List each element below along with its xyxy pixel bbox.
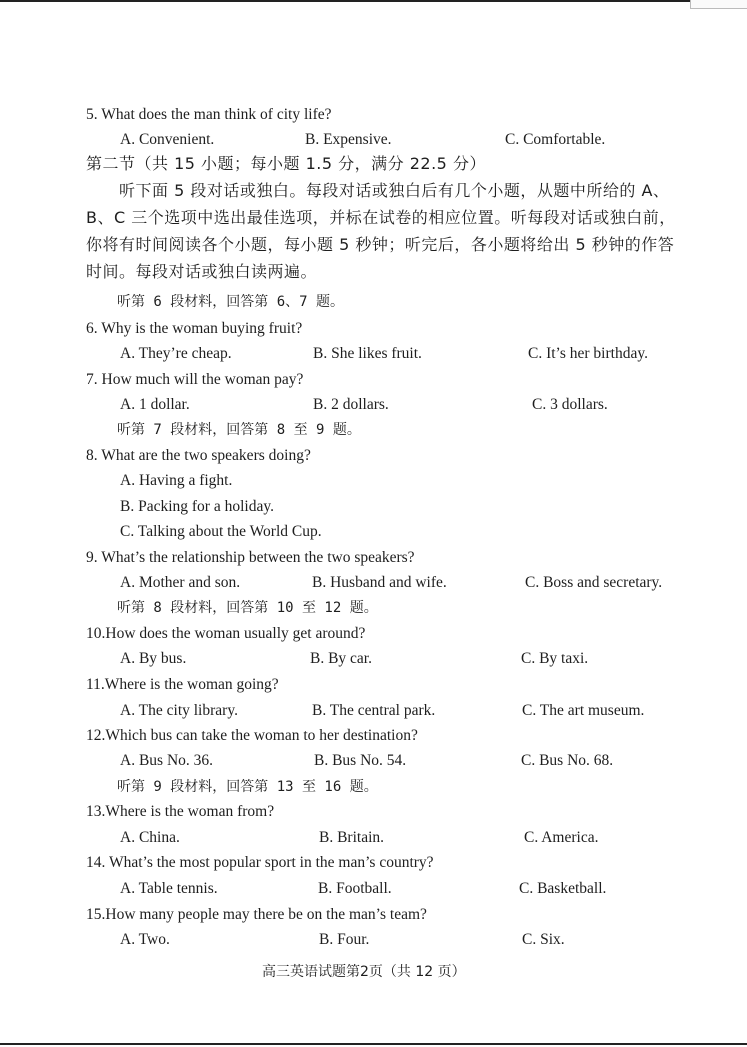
question-10: 10.How does the woman usually get around? xyxy=(86,625,366,642)
q15-option-a: A. Two. xyxy=(120,931,170,948)
q10-option-c: C. By taxi. xyxy=(521,650,589,667)
corner-tab xyxy=(690,0,747,9)
q12-option-b: B. Bus No. 54. xyxy=(314,752,407,769)
q12-option-c: C. Bus No. 68. xyxy=(521,752,614,769)
q14-option-b: B. Football. xyxy=(318,880,392,897)
q7-option-b: B. 2 dollars. xyxy=(313,396,389,413)
q14-option-c: C. Basketball. xyxy=(519,880,607,897)
q8-option-a: A. Having a fight. xyxy=(120,472,233,489)
q9-option-b: B. Husband and wife. xyxy=(312,574,447,591)
question-7: 7. How much will the woman pay? xyxy=(86,371,304,388)
q5-option-c: C. Comfortable. xyxy=(505,131,606,148)
q6-option-b: B. She likes fruit. xyxy=(313,345,422,362)
material-6-note: 听第 6 段材料，回答第 6、7 题。 xyxy=(117,294,345,310)
q10-option-a: A. By bus. xyxy=(120,650,187,667)
section-heading: 第二节（共 15 小题；每小题 1.5 分，满分 22.5 分） xyxy=(86,154,486,173)
q11-option-c: C. The art museum. xyxy=(522,702,645,719)
instruction-line-4: 时间。每段对话或独白读两遍。 xyxy=(86,262,318,281)
q6-option-c: C. It’s her birthday. xyxy=(528,345,648,362)
material-8-note: 听第 8 段材料，回答第 10 至 12 题。 xyxy=(117,600,378,616)
q9-option-c: C. Boss and secretary. xyxy=(525,574,663,591)
q7-option-c: C. 3 dollars. xyxy=(532,396,608,413)
material-9-note: 听第 9 段材料，回答第 13 至 16 题。 xyxy=(117,779,378,795)
question-15: 15.How many people may there be on the man’s team? xyxy=(86,906,427,923)
question-13: 13.Where is the woman from? xyxy=(86,803,275,820)
instruction-line-1: 听下面 5 段对话或独白。每段对话或独白后有几个小题，从题中所给的 A、 xyxy=(119,181,670,200)
instruction-line-3: 你将有时间阅读各个小题，每小题 5 秒钟；听完后，各小题将给出 5 秒钟的作答 xyxy=(86,235,675,254)
instruction-line-2: B、C 三个选项中选出最佳选项，并标在试卷的相应位置。听每段对话或独白前， xyxy=(86,208,676,227)
q8-option-b: B. Packing for a holiday. xyxy=(120,498,274,515)
q15-option-c: C. Six. xyxy=(522,931,565,948)
bottom-border xyxy=(0,1043,747,1045)
q8-option-c: C. Talking about the World Cup. xyxy=(120,523,322,540)
q7-option-a: A. 1 dollar. xyxy=(120,396,190,413)
material-7-note: 听第 7 段材料，回答第 8 至 9 题。 xyxy=(117,422,361,438)
question-8: 8. What are the two speakers doing? xyxy=(86,447,311,464)
q11-option-b: B. The central park. xyxy=(312,702,436,719)
question-5: 5. What does the man think of city life? xyxy=(86,106,332,123)
q12-option-a: A. Bus No. 36. xyxy=(120,752,214,769)
question-11: 11.Where is the woman going? xyxy=(86,676,279,693)
q15-option-b: B. Four. xyxy=(319,931,370,948)
page-footer: 高三英语试题第2页（共 12 页） xyxy=(262,964,466,980)
question-12: 12.Which bus can take the woman to her destination? xyxy=(86,727,418,744)
q9-option-a: A. Mother and son. xyxy=(120,574,241,591)
q13-option-c: C. America. xyxy=(524,829,599,846)
question-14: 14. What’s the most popular sport in the man’s country? xyxy=(86,854,434,871)
q11-option-a: A. The city library. xyxy=(120,702,238,719)
q13-option-b: B. Britain. xyxy=(319,829,385,846)
q6-option-a: A. They’re cheap. xyxy=(120,345,232,362)
top-border xyxy=(0,0,690,2)
q5-option-b: B. Expensive. xyxy=(305,131,392,148)
q14-option-a: A. Table tennis. xyxy=(120,880,218,897)
question-6: 6. Why is the woman buying fruit? xyxy=(86,320,303,337)
q13-option-a: A. China. xyxy=(120,829,180,846)
question-9: 9. What’s the relationship between the two speakers? xyxy=(86,549,415,566)
q5-option-a: A. Convenient. xyxy=(120,131,215,148)
q10-option-b: B. By car. xyxy=(310,650,372,667)
